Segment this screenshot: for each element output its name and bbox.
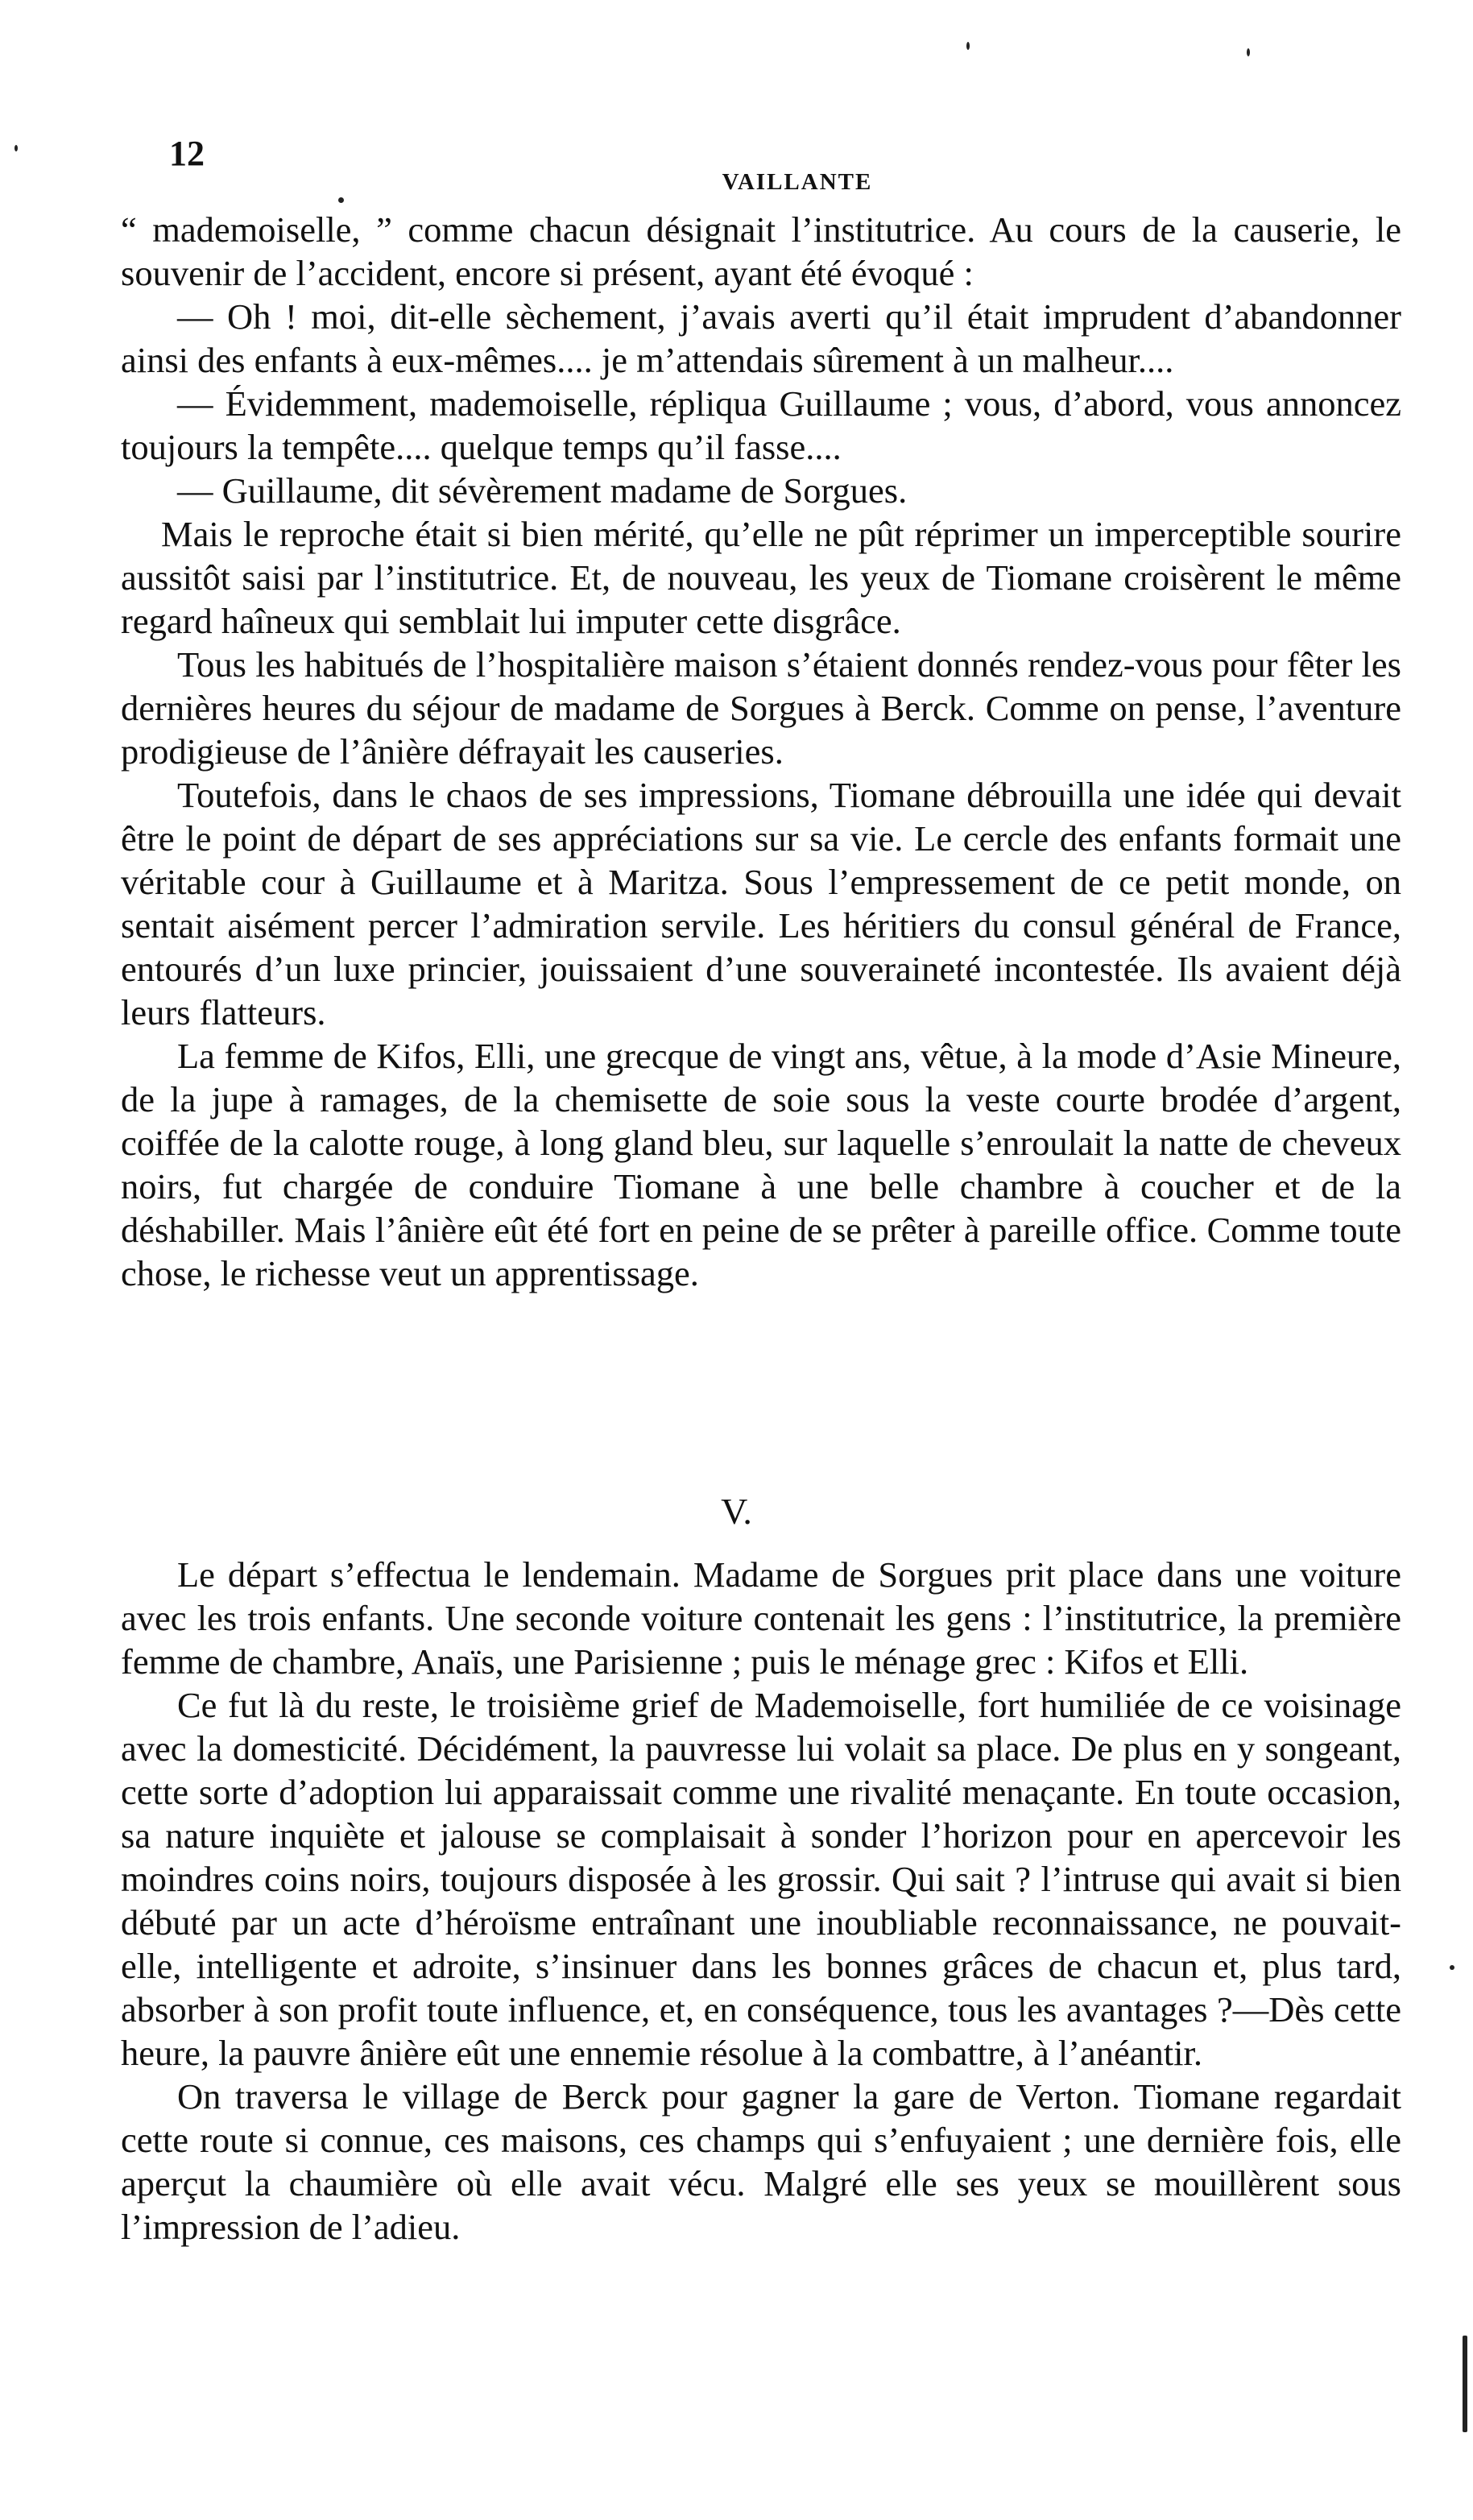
scan-speck — [338, 197, 344, 203]
page-number: 12 — [169, 134, 205, 173]
paragraph: — Évidemment, mademoiselle, répliqua Guillaume ; vous, d’abord, vous annoncez toujours la tempête.... quelque temps qu’il fasse.... — [121, 383, 1401, 467]
paragraph: Tous les habitués de l’hospitalière maison s’étaient donnés rendez-vous pour fêter les dernières heures du séjour de madame de Sorgues à Berck. Comme on pense, l’aventure prodigieuse de l’ânière défrayait les causeries. — [121, 644, 1401, 772]
paragraph: Mais le reproche était si bien mérité, qu’elle ne pût réprimer un imperceptible sourire aussitôt saisi par l’institutrice. Et, de nouveau, les yeux de Tiomane croisèrent le même regard haîneux qui semblait lui imputer cette disgrâce. — [121, 514, 1401, 641]
paragraph: Ce fut là du reste, le troisième grief de Mademoiselle, fort humiliée de ce voisinage avec la domesticité. Décidément, la pauvresse lui volait sa place. De plus en y songeant, cette sorte d’adoption lui apparaissait comme une rivalité menaçante. En toute occasion, sa nature inquiète et jalouse se complaisait à sonder l’horizon pour en apercevoir les moindres coins noirs, toujours disposée à les grossir. Qui sait ? l’intruse qui avait si bien débuté par un acte d’héroïsme entraînant une inoubliable reconnaissance, ne pouvait-elle, intelligente et adroite, s’insinuer dans les bonnes grâces de chacun et, plus tard, absorber à son profit toute influence, et, en conséquence, tous les avantages ?—Dès cette heure, la pauvre ânière eût une ennemie résolue à la combattre, à l’anéantir. — [121, 1685, 1401, 2073]
paragraph: Toutefois, dans le chaos de ses impressions, Tiomane débrouilla une idée qui devait être le point de départ de ses appréciations sur sa vie. Le cercle des enfants formait une véritable cour à Guillaume et à Maritza. Sous l’empressement de ce petit monde, on sentait aisément percer l’admiration servile. Les héritiers du consul général de France, entourés d’un luxe princier, jouissaient d’une souveraineté incontestée. Ils avaient déjà leurs flatteurs. — [121, 775, 1401, 1032]
scan-speck — [1463, 2336, 1467, 2432]
paragraph: — Guillaume, dit sévèrement madame de Sorgues. — [177, 470, 908, 511]
scan-speck — [1247, 48, 1250, 56]
section-1-text — [121, 208, 1401, 1295]
page-header — [169, 133, 1425, 195]
paragraph: On traversa le village de Berck pour gagner la gare de Verton. Tiomane regardait cette route si connue, ces maisons, ces champs qui s’enfuyaient ; une dernière fois, elle aperçut la chaumière où elle avait vécu. Malgré elle ses yeux se mouillèrent sous l’impression de l’adieu. — [121, 2076, 1401, 2247]
paragraph: — Oh ! moi, dit-elle sèchement, j’avais averti qu’il était imprudent d’abandonner ainsi des enfants à eux-mêmes.... je m’attendais sûrement à un malheur.... — [121, 296, 1401, 380]
chapter-heading: V. — [721, 1491, 752, 1532]
paragraph: “ mademoiselle, ” comme chacun désignait l’institutrice. Au cours de la causerie, le souvenir de l’accident, encore si présent, ayant été évoqué : — [121, 209, 1401, 293]
paragraph: La femme de Kifos, Elli, une grecque de vingt ans, vêtue, à la mode d’Asie Mineure, de la jupe à ramages, de la chemisette de soie sous la veste courte brodée d’argent, coiffée de la calotte rouge, à long gland bleu, sur laquelle s’enroulait la natte de cheveux noirs, fut chargée de conduire Tiomane à une belle chambre à coucher et de la déshabiller. Mais l’ânière eût été fort en peine de se prêter à pareille office. Comme toute chose, le richesse veut un apprentissage. — [121, 1036, 1401, 1293]
section-2-text — [121, 1553, 1401, 2249]
paragraph: Le départ s’effectua le lendemain. Madame de Sorgues prit place dans une voiture avec les trois enfants. Une seconde voiture contenait les gens : l’institutrice, la première femme de chambre, Anaïs, une Parisienne ; puis le ménage grec : Kifos et Elli. — [121, 1554, 1401, 1682]
scan-speck — [1450, 1965, 1454, 1970]
running-title: VAILLANTE — [722, 169, 873, 195]
scan-speck — [14, 145, 18, 151]
scan-speck — [966, 42, 970, 50]
